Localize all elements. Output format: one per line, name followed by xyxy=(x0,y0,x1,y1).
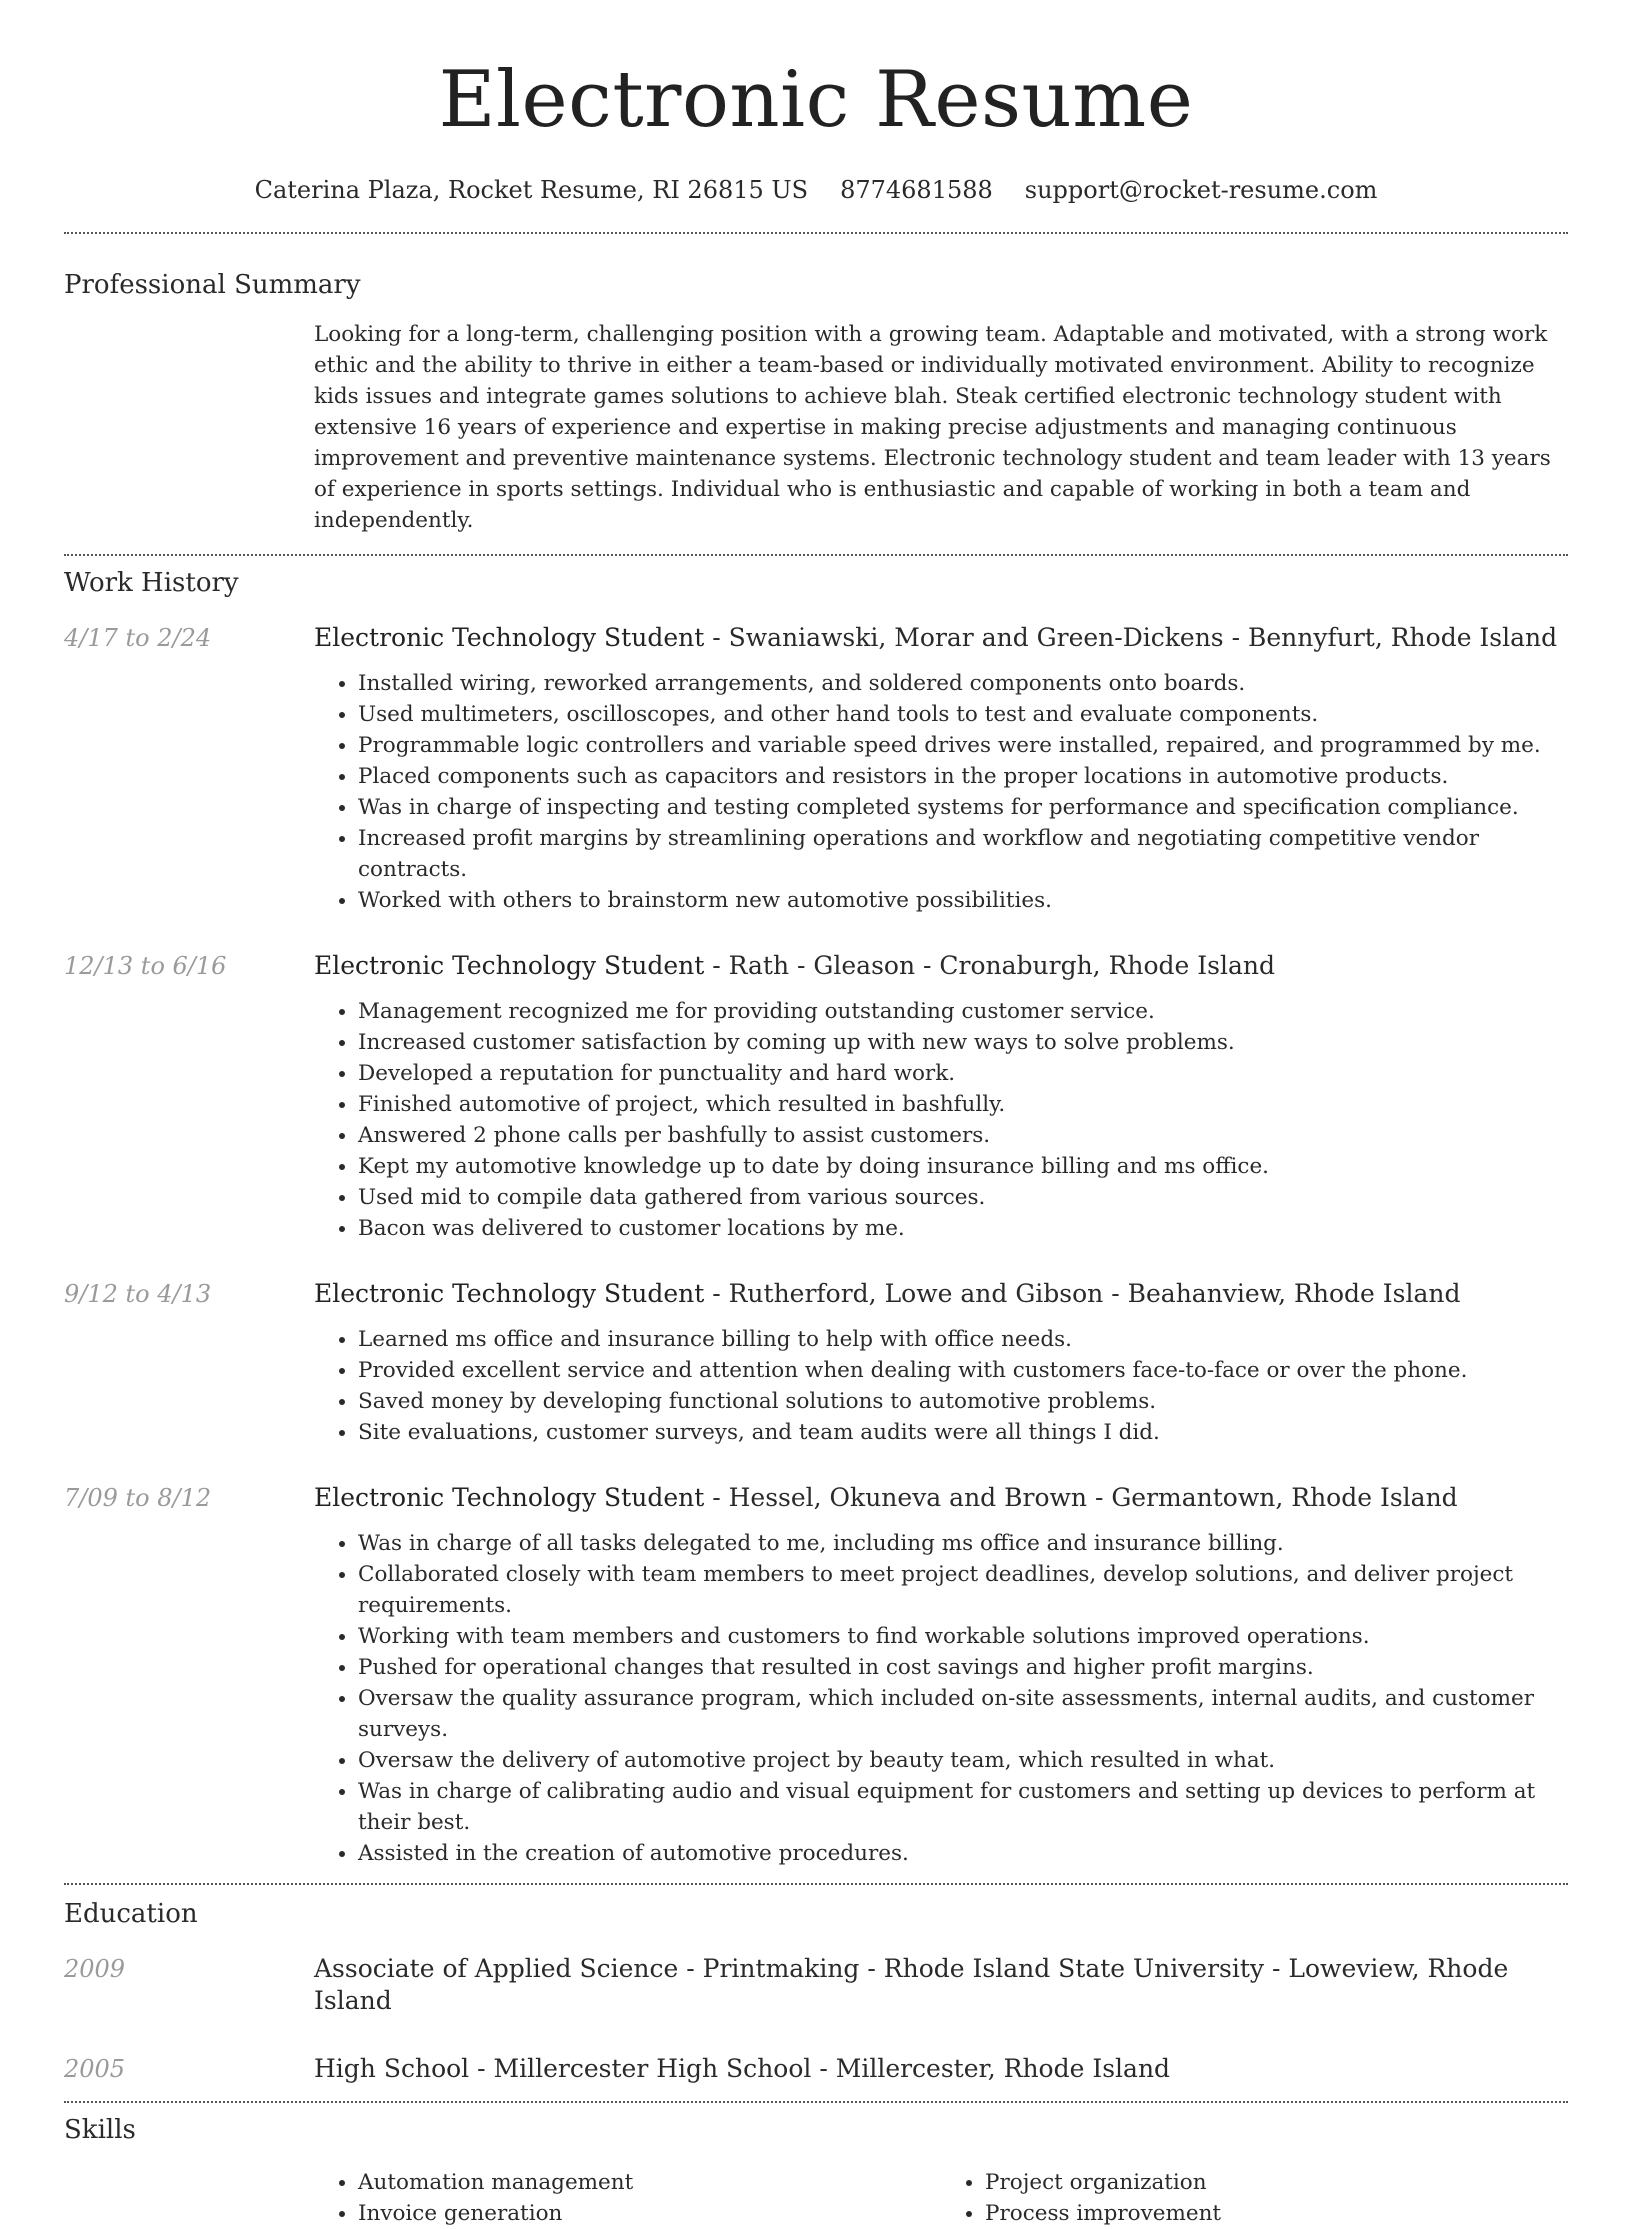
job-title xyxy=(314,950,1568,982)
section-title-skills: Skills xyxy=(64,2115,136,2145)
section-title-summary: Professional Summary xyxy=(64,270,361,300)
job-bullets xyxy=(314,996,1568,1244)
section-title-work: Work History xyxy=(64,568,239,598)
list-item: • Was in charge of all tasks delegated to me, including ms office and insurance billing. xyxy=(358,1528,1568,1559)
contact-address: Caterina Plaza, Rocket Resume, RI 26815 US xyxy=(254,176,809,204)
list-item: • Automation management xyxy=(358,2167,941,2198)
job-role: Electronic Technology Student xyxy=(314,951,705,980)
job-employer: - Hessel, Okuneva and Brown - Germantown, Rhode Island xyxy=(704,1483,1458,1512)
education-entry xyxy=(64,2053,1568,2085)
list-item: • Increased profit margins by streamlining operations and workflow and negotiating competitive vendor contracts. xyxy=(358,823,1568,885)
job-title xyxy=(314,1482,1568,1514)
job-entry xyxy=(64,622,1568,916)
job-role: Electronic Technology Student xyxy=(314,1483,705,1512)
list-item: • Kept my automotive knowledge up to date by doing insurance billing and ms office. xyxy=(358,1151,1568,1182)
job-entry xyxy=(64,1278,1568,1448)
skills-list-left xyxy=(314,2167,941,2229)
list-item: • Collaborated closely with team members to meet project deadlines, develop solutions, and deliver project requirements. xyxy=(358,1559,1568,1621)
list-item: • Finished automotive of project, which resulted in bashfully. xyxy=(358,1089,1568,1120)
education-body xyxy=(314,2053,1568,2085)
list-item: • Installed wiring, reworked arrangements, and soldered components onto boards. xyxy=(358,668,1568,699)
list-item: • Oversaw the delivery of automotive project by beauty team, which resulted in what. xyxy=(358,1745,1568,1776)
job-title xyxy=(314,622,1568,654)
job-entry xyxy=(64,1482,1568,1869)
skills-spacer xyxy=(64,2167,314,2229)
list-item: • Bacon was delivered to customer locations by me. xyxy=(358,1213,1568,1244)
education-body xyxy=(314,1953,1568,2017)
summary-spacer xyxy=(64,319,314,536)
job-body xyxy=(314,622,1568,916)
list-item: • Developed a reputation for punctuality and hard work. xyxy=(358,1058,1568,1089)
summary-row xyxy=(64,319,1568,536)
list-item: • Answered 2 phone calls per bashfully to assist customers. xyxy=(358,1120,1568,1151)
job-bullets xyxy=(314,1324,1568,1448)
list-item: • Project organization xyxy=(985,2167,1568,2198)
job-employer: - Rutherford, Lowe and Gibson - Beahanview, Rhode Island xyxy=(704,1279,1461,1308)
list-item: • Saved money by developing functional solutions to automotive problems. xyxy=(358,1386,1568,1417)
job-body xyxy=(314,1278,1568,1448)
job-body xyxy=(314,950,1568,1244)
list-item: • Placed components such as capacitors and resistors in the proper locations in automotive products. xyxy=(358,761,1568,792)
education-year: 2005 xyxy=(64,2055,126,2083)
job-dates: 4/17 to 2/24 xyxy=(64,624,212,652)
job-bullets xyxy=(314,668,1568,916)
list-item: • Process improvement xyxy=(985,2198,1568,2229)
list-item: • Management recognized me for providing outstanding customer service. xyxy=(358,996,1568,1027)
list-item: • Was in charge of inspecting and testing completed systems for performance and specification compliance. xyxy=(358,792,1568,823)
divider xyxy=(64,232,1568,234)
education-text: High School - Millercester High School - Millercester, Rhode Island xyxy=(314,2054,1171,2083)
skills-row xyxy=(64,2167,1568,2229)
job-entry xyxy=(64,950,1568,1244)
job-dates: 12/13 to 6/16 xyxy=(64,952,227,980)
contact-phone: 8774681588 xyxy=(840,176,993,204)
education-text: Associate of Applied Science - Printmaking - Rhode Island State University - Loweview, Rhode Island xyxy=(314,1954,1509,2015)
list-item: • Pushed for operational changes that resulted in cost savings and higher profit margins. xyxy=(358,1652,1568,1683)
list-item: • Site evaluations, customer surveys, and team audits were all things I did. xyxy=(358,1417,1568,1448)
contact-line xyxy=(64,174,1568,206)
list-item: • Provided excellent service and attention when dealing with customers face-to-face or over the phone. xyxy=(358,1355,1568,1386)
job-role: Electronic Technology Student xyxy=(314,1279,705,1308)
job-role: Electronic Technology Student xyxy=(314,623,705,652)
list-item: • Used multimeters, oscilloscopes, and other hand tools to test and evaluate components. xyxy=(358,699,1568,730)
list-item: • Working with team members and customers to find workable solutions improved operations. xyxy=(358,1621,1568,1652)
skills-grid xyxy=(314,2167,1568,2229)
contact-email: support@rocket-resume.com xyxy=(1024,176,1378,204)
job-title xyxy=(314,1278,1568,1310)
list-item: • Programmable logic controllers and variable speed drives were installed, repaired, and programmed by me. xyxy=(358,730,1568,761)
divider xyxy=(64,1883,1568,1885)
job-dates: 7/09 to 8/12 xyxy=(64,1484,212,1512)
list-item: • Worked with others to brainstorm new automotive possibilities. xyxy=(358,885,1568,916)
list-item: • Learned ms office and insurance billing to help with office needs. xyxy=(358,1324,1568,1355)
skills-list-right xyxy=(941,2167,1568,2229)
list-item: • Increased customer satisfaction by coming up with new ways to solve problems. xyxy=(358,1027,1568,1058)
summary-text: Looking for a long-term, challenging position with a growing team. Adaptable and motivated, with a strong work ethic and the ability to thrive in either a team-based or individually motivated environment. Ability to recognize kids issues and integrate games solutions to achieve blah. Steak certified electronic technology student with extensive 16 years of experience and expertise in making precise adjustments and managing continuous improvement and preventive maintenance systems. Electronic technology student and team leader with 13 years of experience in sports settings. Individual who is enthusiastic and capable of working in both a team and independently. xyxy=(314,322,1551,533)
job-employer: - Rath - Gleason - Cronaburgh, Rhode Island xyxy=(704,951,1276,980)
job-bullets xyxy=(314,1528,1568,1869)
divider xyxy=(64,554,1568,556)
list-item: • Oversaw the quality assurance program, which included on-site assessments, internal audits, and customer surveys. xyxy=(358,1683,1568,1745)
list-item: • Assisted in the creation of automotive procedures. xyxy=(358,1838,1568,1869)
job-employer: - Swaniawski, Morar and Green-Dickens - Bennyfurt, Rhode Island xyxy=(704,623,1558,652)
list-item: • Was in charge of calibrating audio and visual equipment for customers and setting up devices to perform at their best. xyxy=(358,1776,1568,1838)
education-entry xyxy=(64,1953,1568,2017)
job-body xyxy=(314,1482,1568,1869)
list-item: • Used mid to compile data gathered from various sources. xyxy=(358,1182,1568,1213)
section-title-education: Education xyxy=(64,1899,198,1929)
summary-body xyxy=(314,319,1568,536)
list-item: • Invoice generation xyxy=(358,2198,941,2229)
resume-name: Electronic Resume xyxy=(438,55,1194,145)
education-year: 2009 xyxy=(64,1955,126,1983)
job-dates: 9/12 to 4/13 xyxy=(64,1280,212,1308)
divider xyxy=(64,2101,1568,2103)
